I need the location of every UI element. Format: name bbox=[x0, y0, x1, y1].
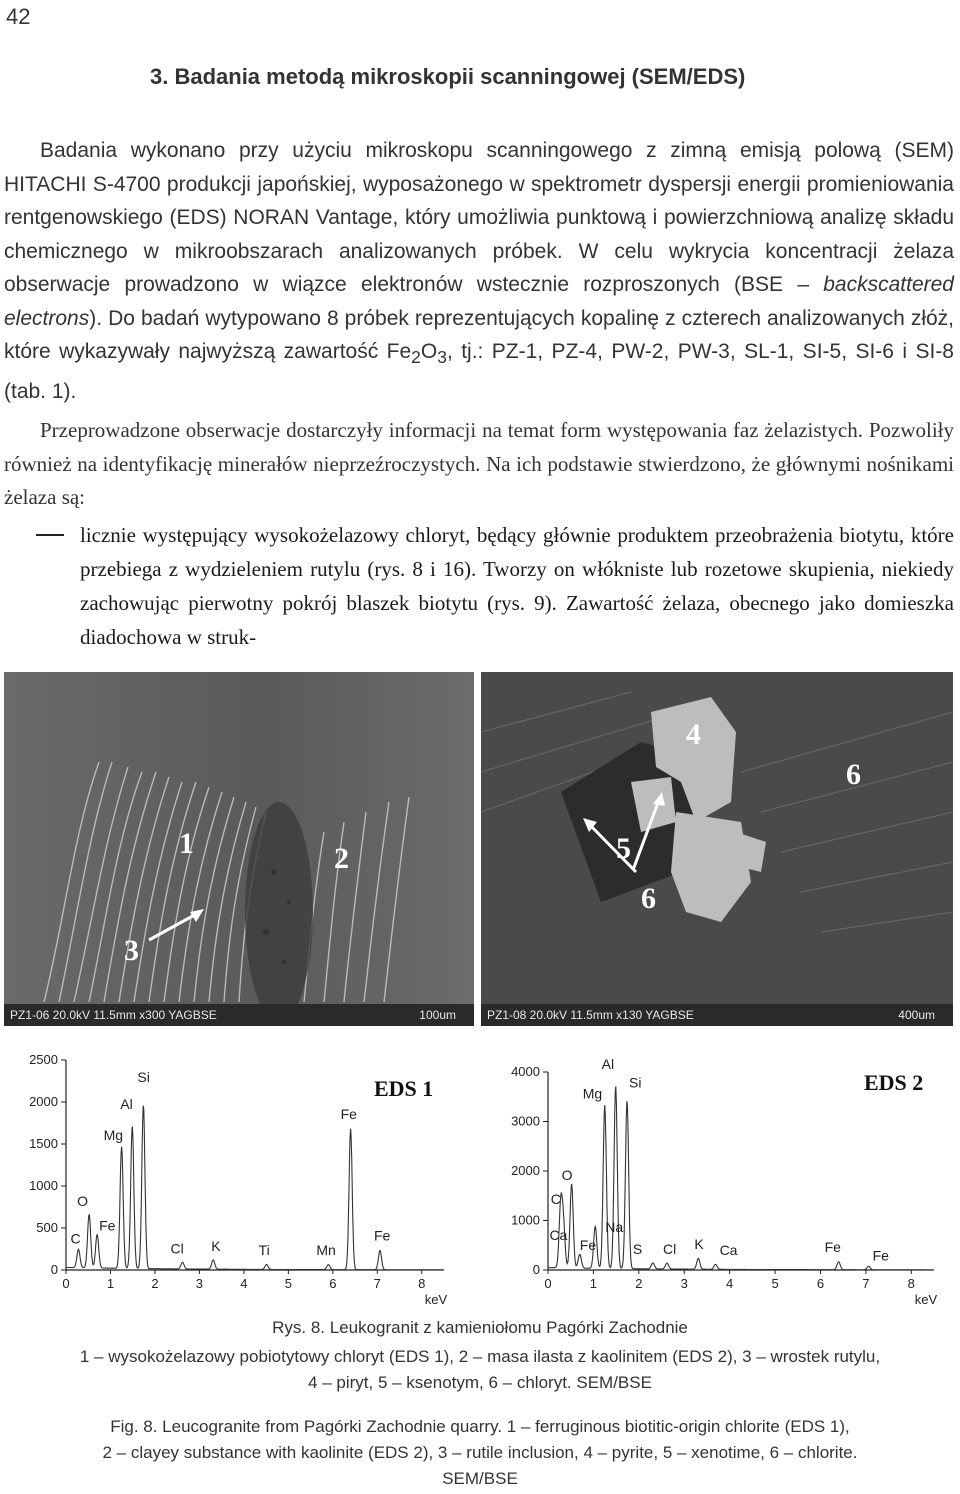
eds-x-tick-label: 6 bbox=[816, 1276, 825, 1291]
body-paragraph-2: Przeprowadzone obserwacje dostarczyły informacji na temat form występowania faz żelazistych. Pozwoliły również na identyfikację minerałów nieprzeźroczystych. Na ich podstawie stwierdzono, że głównymi nośnikami żelaza są: bbox=[4, 418, 954, 509]
micrograph-2-scale: 400um bbox=[898, 1008, 935, 1022]
micrograph-1-label-1: 1 bbox=[179, 827, 194, 860]
section-title: 3. Badania metodą mikroskopii scanningowej (SEM/EDS) bbox=[150, 64, 746, 89]
eds-peak-label: Al bbox=[601, 1055, 615, 1072]
eds-peak-label: Mg bbox=[582, 1085, 603, 1102]
body-paragraph-1 bbox=[4, 134, 954, 408]
eds-2-title: EDS 2 bbox=[864, 1070, 924, 1095]
micrograph-2-label-4: 4 bbox=[686, 718, 701, 751]
micrograph-2-info: PZ1-08 20.0kV 11.5mm x130 YAGBSE bbox=[487, 1008, 694, 1022]
eds-x-tick-label: 6 bbox=[329, 1276, 337, 1291]
eds-y-tick-label: 3000 bbox=[511, 1113, 540, 1129]
eds-1-chart bbox=[4, 1044, 462, 1307]
eds-x-tick-label: 2 bbox=[635, 1276, 643, 1291]
eds-peak-label: Fe bbox=[340, 1105, 357, 1122]
eds-x-axis-label: keV bbox=[424, 1292, 448, 1307]
eds-y-tick-label: 500 bbox=[36, 1220, 58, 1235]
eds-x-tick-label: 7 bbox=[862, 1276, 870, 1291]
para1-text-b: ). Do badań wytypowano 8 próbek reprezentujących kopalinę z czterech analizowanych złóż, które wykazywały najwyższą zawartość Fe bbox=[4, 306, 954, 363]
eds-x-tick-label: 0 bbox=[544, 1276, 552, 1291]
eds-y-tick-label: 2000 bbox=[511, 1163, 540, 1178]
eds-y-tick-label: 1000 bbox=[511, 1212, 540, 1228]
para1-subscript-2: 2 bbox=[411, 347, 421, 368]
eds-peak-label: Ca bbox=[549, 1226, 568, 1243]
eds-peak-label: Si bbox=[629, 1074, 642, 1091]
caption-en-line-3: SEM/BSE bbox=[442, 1469, 518, 1488]
eds-peak-label: Ca bbox=[719, 1242, 738, 1259]
eds-y-tick-label: 2500 bbox=[29, 1052, 58, 1067]
eds-peak-label: Fe bbox=[373, 1227, 391, 1244]
micrograph-1-scalebar bbox=[4, 1004, 474, 1026]
eds-peak-label: Al bbox=[120, 1096, 133, 1113]
micrograph-2-label-6a: 6 bbox=[846, 758, 861, 791]
eds-y-tick-label: 1500 bbox=[29, 1136, 58, 1151]
micrograph-1-label-2: 2 bbox=[334, 842, 349, 875]
eds-peak-label: Si bbox=[137, 1069, 150, 1086]
para1-subscript-3: 3 bbox=[437, 347, 447, 368]
eds-x-tick-label: 8 bbox=[907, 1276, 915, 1291]
eds-x-axis-label: keV bbox=[914, 1292, 938, 1307]
eds-peak-label: Mn bbox=[316, 1241, 336, 1258]
sem-micrograph-1 bbox=[4, 672, 474, 1026]
eds-y-tick-label: 0 bbox=[50, 1262, 58, 1277]
eds-peak-label: Na bbox=[605, 1218, 624, 1235]
eds-peak-label: Fe bbox=[824, 1239, 841, 1256]
eds-peak-label: K bbox=[211, 1237, 221, 1254]
eds-spectrum-line bbox=[548, 1086, 934, 1270]
para1-italic-term: backscattered electrons bbox=[4, 273, 954, 330]
caption-en-line-2: 2 – clayey substance with kaolinite (EDS 2), 3 – rutile inclusion, 4 – pyrite, 5 – xenotime, 6 – chlorite. bbox=[102, 1443, 858, 1462]
sem-micrograph-2 bbox=[481, 672, 953, 1026]
para1-text-a: Badania wykonano przy użyciu mikroskopu scanningowego z zimną emisją polową (SEM) HITACHI S-4700 produkcji japońskiej, wyposażonego w spektrometr dyspersji energii promieniowania rentgenowskiego (EDS) NORAN Vantage, który umożliwia punktową i powierzchniową analizę składu chemicznego w mikroobszarach analizowanych próbek. W celu wykrycia koncentracji żelaza obserwacje prowadzono w wiązce elektronów wstecznie rozproszonych (BSE – bbox=[4, 139, 954, 296]
eds-peak-label: K bbox=[694, 1236, 704, 1253]
bullet-item-text: licznie występujący wysokożelazowy chloryt, będący głównie produktem przeobrażenia biotytu, które przebiega z wydzieleniem rutylu (rys. 8 i 16). Tworzy on włókniste lub rozetowe skupienia, niekiedy zachowując pierwotny pokrój blaszek biotytu (rys. 9). Zawartość żelaza, obecnego jako domieszka diadochowa w struk- bbox=[80, 523, 954, 649]
caption-pl-line-1: 1 – wysokożelazowy pobiotytowy chloryt (EDS 1), 2 – masa ilasta z kaolinitem (EDS 2), 3 – wrostek rutylu, bbox=[79, 1347, 881, 1366]
micrograph-2-label-6b: 6 bbox=[641, 882, 656, 915]
caption-pl-line-2: 4 – piryt, 5 – ksenotym, 6 – chloryt. SEM/BSE bbox=[308, 1373, 652, 1392]
eds-peak-label: O bbox=[77, 1193, 89, 1210]
caption-en-line-1: Fig. 8. Leucogranite from Pagórki Zachodnie quarry. 1 – ferruginous biotitic-origin chlorite (EDS 1), bbox=[110, 1417, 850, 1436]
eds-x-tick-label: 3 bbox=[195, 1276, 204, 1291]
eds-peak-label: Ti bbox=[258, 1241, 270, 1258]
eds-x-tick-label: 4 bbox=[726, 1276, 734, 1291]
eds-peak-label: Fe bbox=[872, 1247, 889, 1264]
micrograph-1-image bbox=[4, 672, 474, 1026]
eds-y-tick-label: 0 bbox=[532, 1262, 540, 1277]
bullet-item-1 bbox=[4, 518, 954, 654]
eds-x-tick-label: 1 bbox=[106, 1276, 115, 1291]
eds-peak-label: Fe bbox=[579, 1237, 597, 1254]
eds-peak-label: Fe bbox=[99, 1217, 116, 1234]
eds-peak-label: C bbox=[550, 1191, 561, 1208]
micrograph-1-label-3: 3 bbox=[124, 934, 139, 967]
eds-peak-label: Cl bbox=[662, 1241, 677, 1258]
eds-peak-label: C bbox=[70, 1230, 81, 1247]
eds-x-tick-label: 2 bbox=[151, 1276, 159, 1291]
page-number: 42 bbox=[6, 4, 31, 29]
eds-peak-label: Cl bbox=[170, 1240, 184, 1257]
eds-y-tick-label: 2000 bbox=[29, 1094, 58, 1109]
micrograph-1-info: PZ1-06 20.0kV 11.5mm x300 YAGBSE bbox=[10, 1008, 217, 1022]
eds-y-tick-label: 4000 bbox=[511, 1064, 540, 1079]
eds-x-tick-label: 7 bbox=[373, 1276, 381, 1291]
eds-x-tick-label: 0 bbox=[62, 1276, 70, 1291]
eds-1-title: EDS 1 bbox=[374, 1076, 434, 1101]
micrograph-2-scalebar bbox=[481, 1004, 953, 1026]
eds-x-tick-label: 4 bbox=[240, 1276, 248, 1291]
eds-peak-label: O bbox=[561, 1166, 573, 1183]
eds-2-chart bbox=[484, 1044, 954, 1307]
dash-marker bbox=[36, 534, 64, 536]
eds-x-tick-label: 5 bbox=[284, 1276, 292, 1291]
eds-x-tick-label: 1 bbox=[589, 1276, 598, 1291]
para1-text-c: , tj.: PZ-1, PZ-4, PW-2, PW-3, SL-1, SI-5, SI-6 i SI-8 (tab. 1). bbox=[4, 340, 954, 403]
eds-peak-label: S bbox=[632, 1241, 643, 1258]
eds-y-tick-label: 1000 bbox=[29, 1178, 58, 1193]
eds-x-tick-label: 8 bbox=[418, 1276, 426, 1291]
para1-oxygen: O bbox=[420, 340, 438, 363]
eds-x-tick-label: 3 bbox=[680, 1276, 688, 1291]
eds-peak-label: Mg bbox=[103, 1127, 124, 1144]
caption-pl-title: Rys. 8. Leukogranit z kamieniołomu Pagórki Zachodnie bbox=[272, 1318, 688, 1337]
eds-x-tick-label: 5 bbox=[771, 1276, 779, 1291]
micrograph-2-label-5: 5 bbox=[616, 832, 631, 865]
micrograph-1-scale: 100um bbox=[419, 1008, 456, 1022]
micrograph-2-image bbox=[481, 672, 953, 1026]
